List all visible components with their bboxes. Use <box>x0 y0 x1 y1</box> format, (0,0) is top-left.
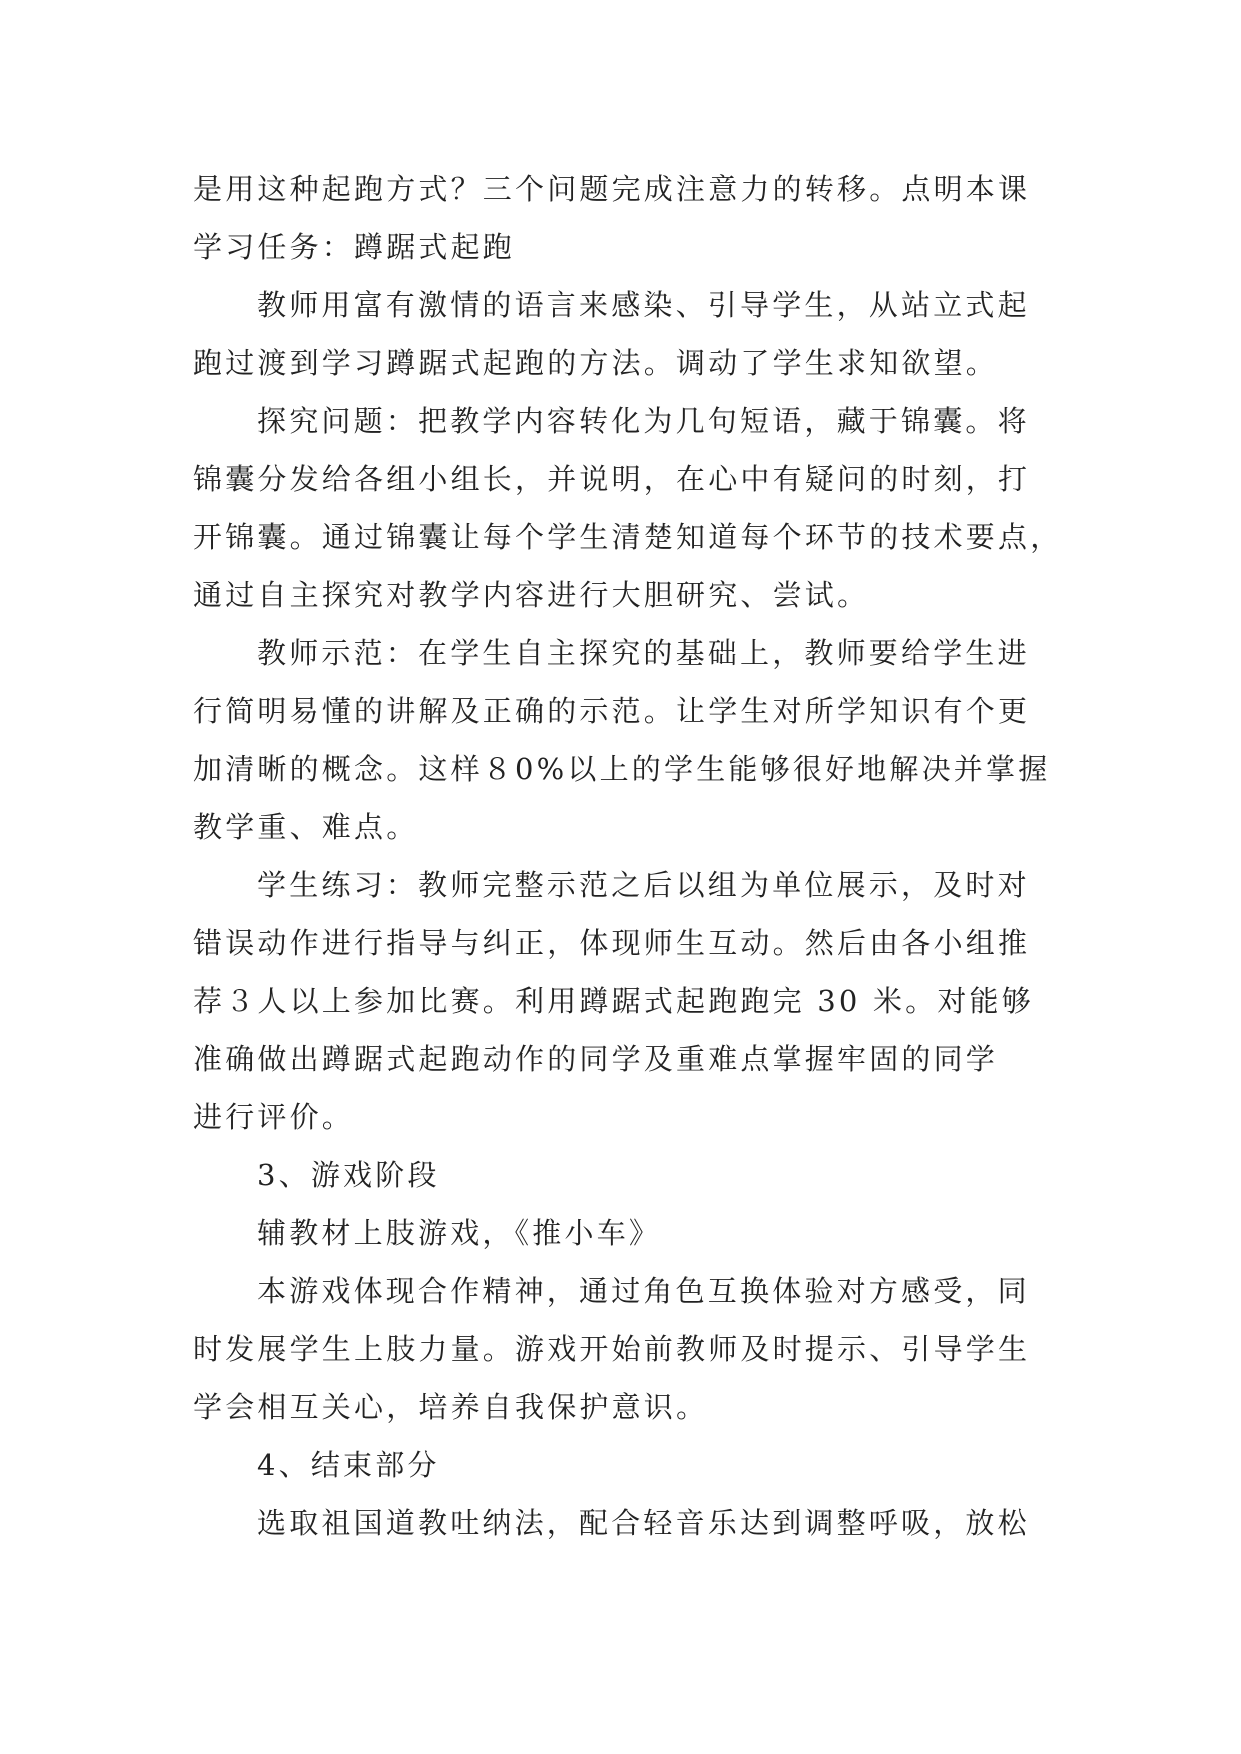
text-line: 时发展学生上肢力量。游戏开始前教师及时提示、引导学生 <box>193 1332 1031 1366</box>
body-text <box>193 160 1063 1552</box>
text-line: 选取祖国道教吐纳法，配合轻音乐达到调整呼吸，放松 <box>257 1506 1030 1540</box>
text-line: 学生练习：教师完整示范之后以组为单位展示，及时对 <box>257 868 1030 902</box>
text-line: 学会相互关心，培养自我保护意识。 <box>193 1390 709 1424</box>
text-line: 辅教材上肢游戏，《推小车》 <box>257 1216 662 1250</box>
text-line: 探究问题：把教学内容转化为几句短语，藏于锦囊。将 <box>257 404 1030 438</box>
text-line: 学习任务：蹲踞式起跑 <box>193 230 516 264</box>
text-line: 进行评价。 <box>193 1100 355 1134</box>
text-line: 4、结束部分 <box>257 1448 440 1482</box>
text-line: 本游戏体现合作精神，通过角色互换体验对方感受，同 <box>257 1274 1030 1308</box>
text-line: 教师示范：在学生自主探究的基础上，教师要给学生进 <box>257 636 1030 670</box>
text-line: 开锦囊。通过锦囊让每个学生清楚知道每个环节的技术要点， <box>193 520 1063 554</box>
text-line: 锦囊分发给各组小组长，并说明，在心中有疑问的时刻，打 <box>193 462 1031 496</box>
text-line: 跑过渡到学习蹲踞式起跑的方法。调动了学生求知欲望。 <box>193 346 999 380</box>
text-line: 教学重、难点。 <box>193 810 419 844</box>
text-line: 准确做出蹲踞式起跑动作的同学及重难点掌握牢固的同学 <box>193 1042 999 1076</box>
text-line: 错误动作进行指导与纠正，体现师生互动。然后由各小组推 <box>193 926 1031 960</box>
text-line: 荐３人以上参加比赛。利用蹲踞式起跑跑完 30 米。对能够 <box>193 984 1034 1018</box>
text-line: 3、游戏阶段 <box>257 1158 440 1192</box>
text-line: 教师用富有激情的语言来感染、引导学生，从站立式起 <box>257 288 1030 322</box>
text-line: 加清晰的概念。这样８0%以上的学生能够很好地解决并掌握 <box>193 752 1051 786</box>
text-line: 行简明易懂的讲解及正确的示范。让学生对所学知识有个更 <box>193 694 1031 728</box>
text-line: 通过自主探究对教学内容进行大胆研究、尝试。 <box>193 578 870 612</box>
text-line: 是用这种起跑方式？三个问题完成注意力的转移。点明本课 <box>193 172 1031 206</box>
